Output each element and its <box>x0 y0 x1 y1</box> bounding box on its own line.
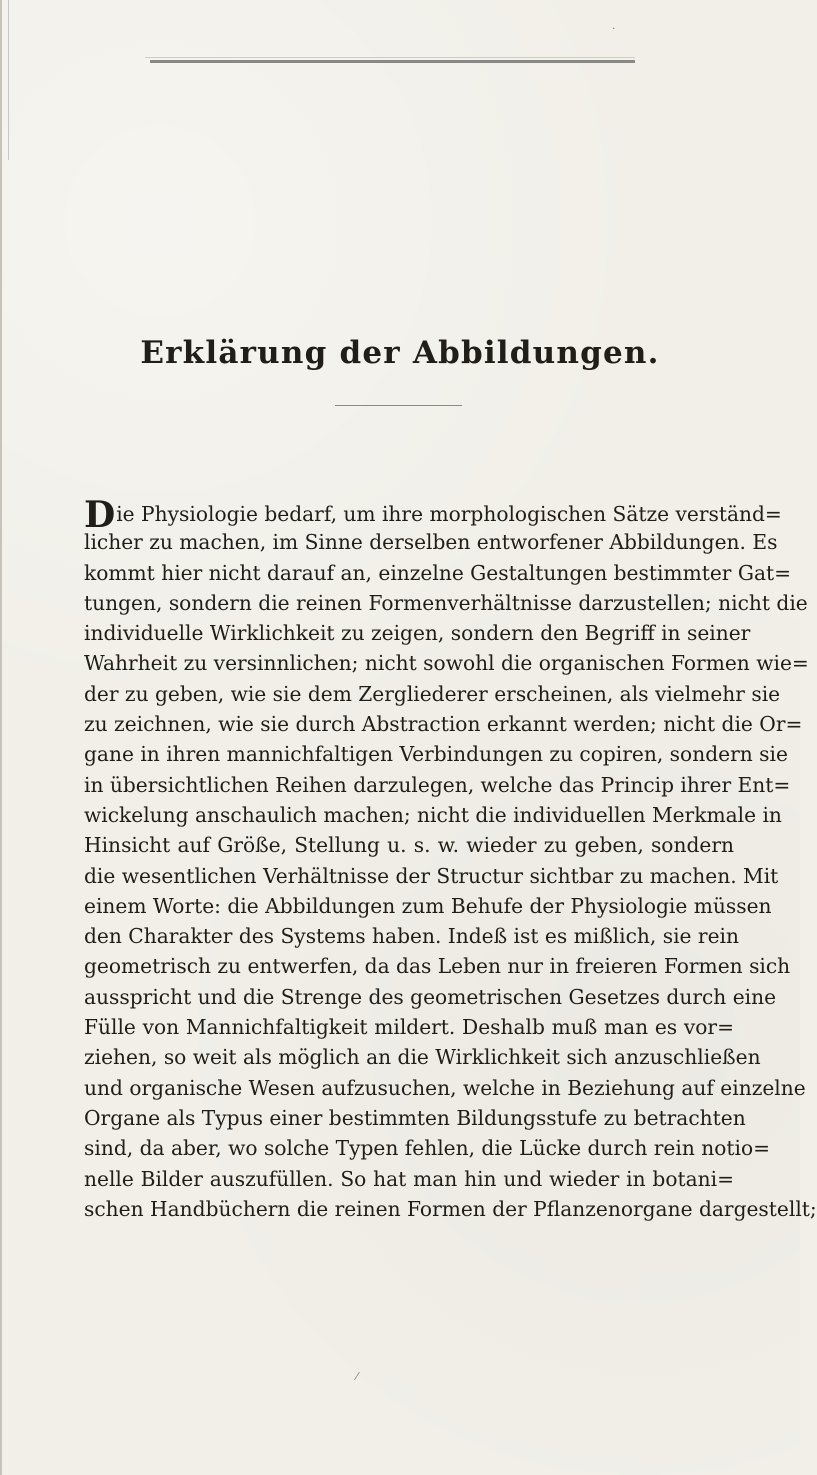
text-line: ziehen, so weit als möglich an die Wirklichkeit sich anzuschließen <box>84 1045 761 1070</box>
text-line <box>84 494 782 536</box>
title-rule <box>335 405 462 406</box>
text-line: sind, da aber, wo solche Typen fehlen, die Lücke durch rein notio= <box>84 1136 771 1161</box>
text-line: zu zeichnen, wie sie durch Abstraction erkannt werden; nicht die Or= <box>84 712 803 737</box>
first-line-text: ie Physiologie bedarf, um ihre morphologischen Sätze verständ= <box>116 502 782 526</box>
text-line: ausspricht und die Strenge des geometrischen Gesetzes durch eine <box>84 984 777 1009</box>
text-line: nelle Bilder auszufüllen. So hat man hin und wieder in botani= <box>84 1166 734 1191</box>
text-line: in übersichtlichen Reihen darzulegen, welche das Princip ihrer Ent= <box>84 772 791 797</box>
text-line: schen Handbüchern die reinen Formen der Pflanzenorganе dargestellt; <box>84 1196 817 1221</box>
text-line: licher zu machen, im Sinne derselben entworfener Abbildungen. Es <box>84 530 778 555</box>
text-line: geometrisch zu entwerfen, da das Leben nur in freieren Formen sich <box>84 954 791 979</box>
page-left-edge-mark <box>8 0 9 160</box>
text-line: Fülle von Mannichfaltigkeit mildert. Deshalb muß man es vor= <box>84 1015 734 1040</box>
ink-speck: ⁄ <box>356 1370 358 1383</box>
page-title: Erklärung der Abbildungen. <box>140 335 660 371</box>
text-line: Hinsicht auf Größe, Stellung u. s. w. wieder zu geben, sondern <box>84 833 734 858</box>
text-line: gane in ihren mannichfaltigen Verbindungen zu copiren, sondern sie <box>84 742 788 767</box>
body-text <box>84 494 817 1224</box>
text-line: Wahrheit zu versinnlichen; nicht sowohl die organischen Formen wie= <box>84 651 809 676</box>
ink-speck: · <box>612 22 616 35</box>
text-line: Organe als Typus einer bestimmten Bildungsstufe zu betrachten <box>84 1105 746 1130</box>
text-line: den Charakter des Systems haben. Indeß ist es mißlich, sie rein <box>84 924 739 949</box>
text-line: einem Worte: die Abbildungen zum Behufe der Physiologie müssen <box>84 893 772 918</box>
text-line: individuelle Wirklichkeit zu zeigen, sondern den Begriff in seiner <box>84 621 751 646</box>
drop-initial: D <box>84 494 116 536</box>
text-line: der zu geben, wie sie dem Zergliederer erscheinen, als vielmehr sie <box>84 681 781 706</box>
text-line: kommt hier nicht darauf an, einzelne Gestaltungen bestimmter Gat= <box>84 560 792 585</box>
text-line: und organische Wesen aufzusuchen, welche in Beziehung auf einzelne <box>84 1075 806 1100</box>
text-line: die wesentlichen Verhältnisse der Structur sichtbar zu machen. Mit <box>84 863 779 888</box>
top-rule <box>150 60 635 63</box>
text-line: wickelung anschaulich machen; nicht die individuellen Merkmale in <box>84 802 782 827</box>
top-rule-shadow <box>145 57 635 58</box>
page-left-edge <box>0 0 2 1475</box>
text-line: tungen, sondern die reinen Formenverhältnisse darzustellen; nicht die <box>84 590 808 615</box>
